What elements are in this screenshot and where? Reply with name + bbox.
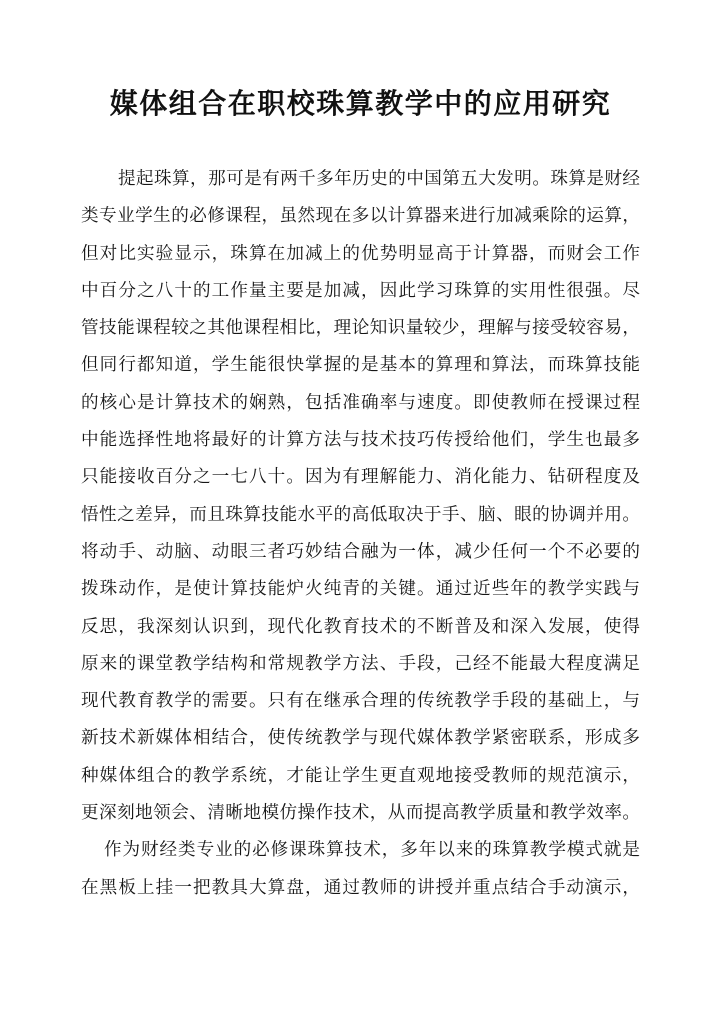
text-line: 的核心是计算技术的娴熟，包括准确率与速度。即使教师在授课过程 bbox=[81, 391, 640, 412]
text-line: 提起珠算，那可是有两千多年历史的中国第五大发明。珠算是财经 bbox=[118, 168, 640, 188]
text-line: 种媒体组合的教学系统，才能让学生更直观地接受教师的规范演示， bbox=[81, 764, 640, 785]
text-line: 悟性之差异，而且珠算技能水平的高低取决于手、脑、眼的协调并用。 bbox=[81, 503, 640, 524]
text-line: 新技术新媒体相结合，使传统教学与现代媒体教学紧密联系，形成多 bbox=[81, 727, 640, 748]
text-line: 作为财经类专业的必修课珠算技术，多年以来的珠算教学模式就是 bbox=[104, 839, 640, 860]
text-line: 反思，我深刻认识到，现代化教育技术的不断普及和深入发展，使得 bbox=[81, 615, 640, 636]
text-line: 在黑板上挂一把教具大算盘，通过教师的讲授并重点结合手动演示， bbox=[81, 876, 640, 897]
text-line: 类专业学生的必修课程，虽然现在多以计算器来进行加减乘除的运算， bbox=[81, 205, 640, 226]
text-line: 现代教育教学的需要。只有在继承合理的传统教学手段的基础上，与 bbox=[81, 690, 640, 711]
text-line: 管技能课程较之其他课程相比，理论知识量较少，理解与接受较容易， bbox=[81, 317, 640, 338]
text-line: 将动手、动脑、动眼三者巧妙结合融为一体，减少任何一个不必要的 bbox=[81, 540, 640, 561]
document-title: 媒体组合在职校珠算教学中的应用研究 bbox=[109, 89, 612, 120]
text-line: 中能选择性地将最好的计算方法与技术技巧传授给他们，学生也最多 bbox=[81, 429, 640, 450]
text-line: 更深刻地领会、清晰地模仿操作技术，从而提高教学质量和教学效率。 bbox=[81, 802, 640, 823]
text-line: 但同行都知道，学生能很快掌握的是基本的算理和算法，而珠算技能 bbox=[81, 354, 640, 375]
text-line: 但对比实验显示，珠算在加减上的优势明显高于计算器，而财会工作 bbox=[81, 242, 640, 263]
text-line: 原来的课堂教学结构和常规教学方法、手段，己经不能最大程度满足 bbox=[81, 652, 640, 673]
text-line: 拨珠动作，是使计算技能炉火纯青的关键。通过近些年的教学实践与 bbox=[81, 578, 640, 599]
document-body bbox=[81, 160, 640, 906]
text-line: 中百分之八十的工作量主要是加减，因此学习珠算的实用性很强。尽 bbox=[81, 279, 640, 300]
text-line: 只能接收百分之一七八十。因为有理解能力、消化能力、钻研程度及 bbox=[81, 466, 640, 487]
